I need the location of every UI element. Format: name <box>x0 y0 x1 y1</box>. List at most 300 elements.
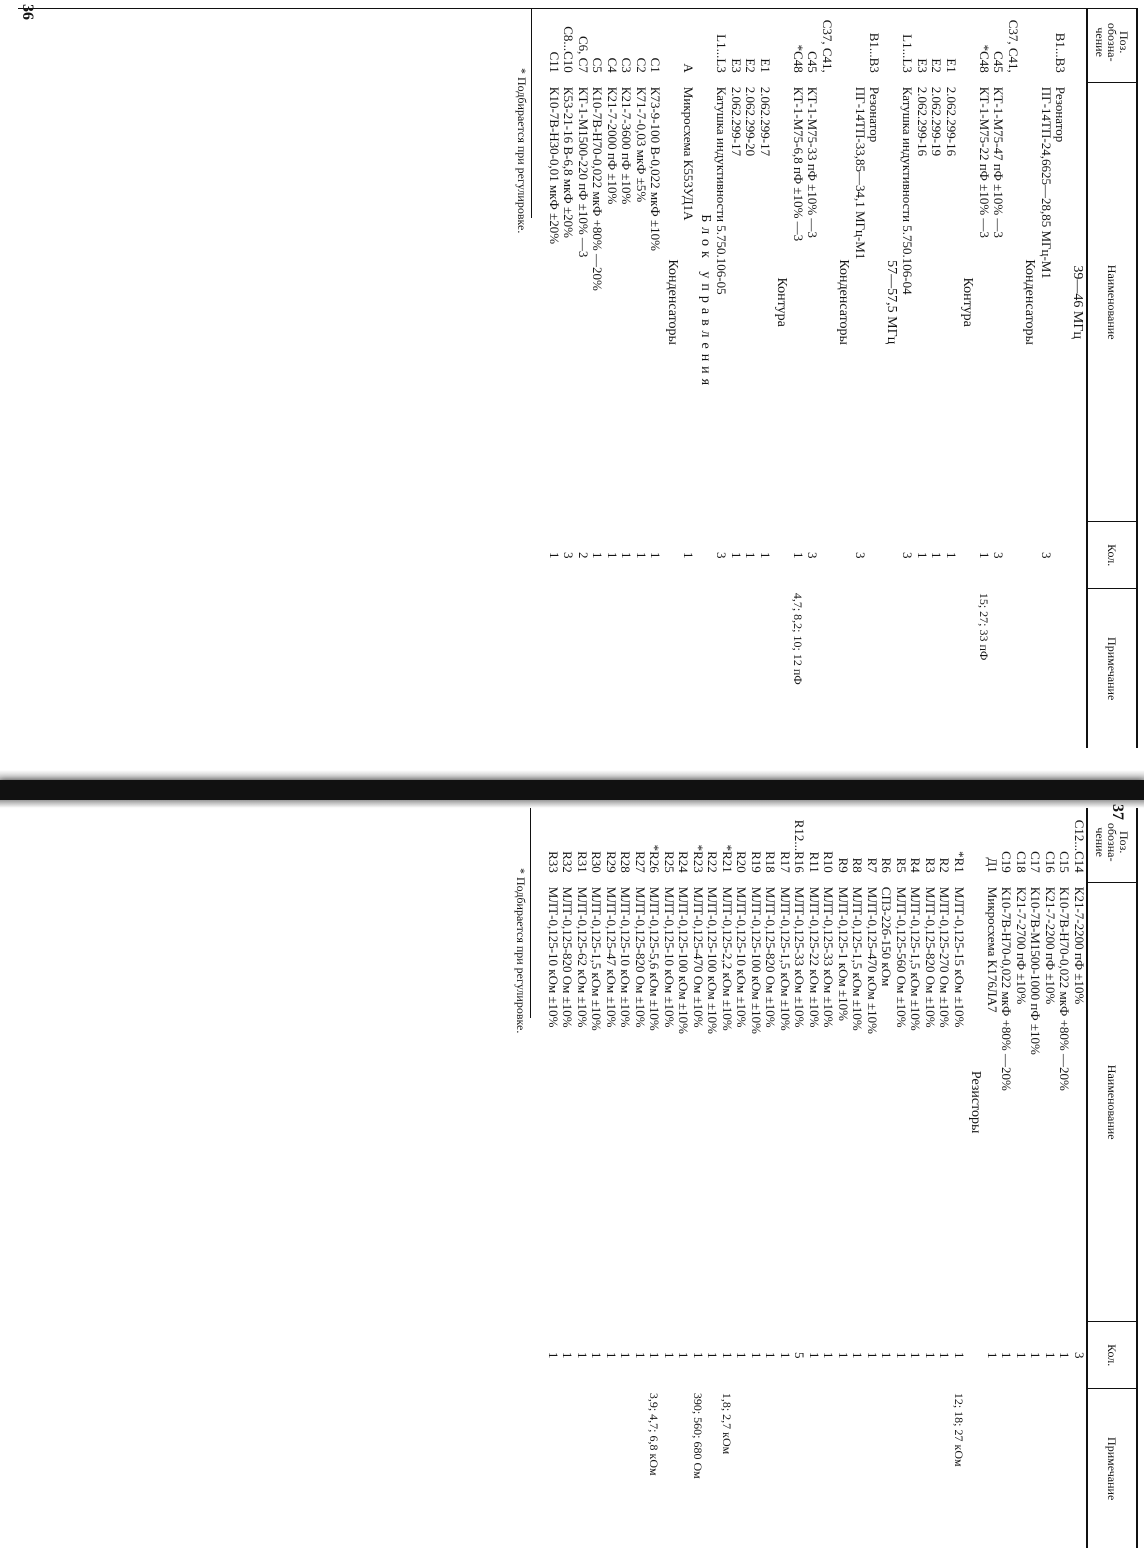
pos-cell: R10 <box>821 851 837 873</box>
note-cell <box>633 1389 648 1548</box>
qty-cell <box>867 522 882 589</box>
note-cell <box>758 589 773 748</box>
qty-cell: 1 <box>908 1351 924 1359</box>
table-row <box>879 808 894 1548</box>
pos-cell <box>834 8 853 83</box>
name-cell: К21-7-2200 пФ ±10% <box>1043 886 1058 1005</box>
note-cell <box>729 589 744 748</box>
table-row <box>1072 808 1088 1548</box>
table-row <box>1014 808 1029 1548</box>
name-cell: Резонатор <box>1053 86 1069 143</box>
name-cell: К21-7-2000 пФ ±10% <box>605 86 620 205</box>
qty-cell: 1 <box>836 1351 851 1359</box>
name-cell: К71-7-0,03 мкФ ±5% <box>634 86 649 203</box>
name-cell: МЛТ-0,125-1,5 кОм ±10% <box>778 886 793 1031</box>
note-cell <box>1020 589 1039 748</box>
note-cell <box>618 1389 633 1548</box>
pos-cell: C2 <box>634 57 649 73</box>
pos-cell: E1 <box>758 58 773 73</box>
sheet <box>515 8 1139 748</box>
section-heading-row <box>834 8 853 748</box>
qty-cell: 1 <box>676 1351 692 1359</box>
pos-cell <box>663 8 682 83</box>
table-row <box>850 808 865 1548</box>
qty-cell: 1 <box>894 1351 909 1359</box>
pos-cell: C37, C41, <box>820 19 835 73</box>
qty-cell: 1 <box>590 551 606 559</box>
pos-cell: C16 <box>1043 851 1058 873</box>
qty-cell: 1 <box>1014 1351 1029 1359</box>
table-row <box>604 808 619 1548</box>
name-cell: КТ-1-М75-47 пФ ±10% —3 <box>991 86 1007 238</box>
sheet <box>514 808 1139 1548</box>
table-row <box>720 808 735 1548</box>
name-cell: Резонатор <box>867 86 883 143</box>
table-row <box>647 808 662 1548</box>
pos-cell: E3 <box>915 58 930 73</box>
pos-cell <box>966 808 985 883</box>
qty-cell: 1 <box>605 551 620 559</box>
qty-cell: 1 <box>952 1351 967 1359</box>
name-cell: МЛТ-0,125-820 Ом ±10% <box>923 886 938 1028</box>
pos-cell: R29 <box>604 851 619 873</box>
note-cell <box>743 589 758 748</box>
name-cell: МЛТ-0,125-10 кОм ±10% <box>618 886 634 1028</box>
pos-cell <box>1020 8 1039 83</box>
name-cell: СП3-22б-150 кОм <box>879 886 895 987</box>
qty-cell: 1 <box>749 1351 764 1359</box>
pos-cell: C15 <box>1057 851 1073 873</box>
note-cell <box>734 1389 749 1548</box>
fold-shadow <box>0 770 1144 780</box>
note-cell <box>561 589 576 748</box>
name-cell: ПГ-14ТП-33,85—34,1 МГц-М1 <box>853 86 868 260</box>
name-cell: МЛТ-0,125-270 Ом ±10% <box>937 886 953 1028</box>
pos-cell: R4 <box>908 857 924 873</box>
pos-cell: C19 <box>999 851 1015 873</box>
qty-cell: 1 <box>879 1351 895 1359</box>
header-name: Наименование <box>1087 883 1137 1322</box>
table-row <box>1039 8 1054 748</box>
table-row <box>734 808 749 1548</box>
note-cell <box>676 1389 691 1548</box>
table-body <box>546 808 1088 1548</box>
table-row <box>999 808 1014 1548</box>
note-cell <box>589 1389 604 1548</box>
table-row <box>705 808 720 1548</box>
qty-cell: 1 <box>720 1351 735 1359</box>
note-cell <box>807 1389 822 1548</box>
note-cell <box>929 589 944 748</box>
pos-cell: Д1 <box>985 857 1000 873</box>
pos-cell: C12...C14 <box>1072 819 1087 873</box>
qty-cell: 1 <box>977 551 992 559</box>
pos-cell: C18 <box>1014 851 1029 873</box>
qty-cell: 1 <box>1028 1351 1044 1359</box>
note-cell <box>605 589 620 748</box>
name-cell: 2.062.299-16 <box>915 86 930 157</box>
qty-cell: 1 <box>865 1351 880 1359</box>
table-row <box>547 8 562 748</box>
name-cell: МЛТ-0,125-10 кОм ±10% <box>546 886 561 1028</box>
table-row <box>605 8 620 748</box>
table-row <box>633 808 648 1548</box>
name-cell: К10-7В-Н30-0,01 мкФ ±20% <box>547 86 562 245</box>
qty-cell: 3 <box>714 551 730 559</box>
note-cell <box>1014 1389 1029 1548</box>
qty-cell: 1 <box>647 1351 663 1359</box>
qty-cell: 1 <box>547 551 562 559</box>
name-cell: МЛТ-0,125-10 кОм ±10% <box>734 886 750 1028</box>
pos-cell: C3 <box>619 57 635 73</box>
qty-cell: 2 <box>576 551 591 559</box>
note-cell <box>619 589 634 748</box>
name-cell: К53-21-16 В-6,8 мкФ ±20% <box>561 86 577 238</box>
qty-cell: 1 <box>763 1351 779 1359</box>
table-row <box>805 8 820 748</box>
pos-cell: R2 <box>937 857 953 873</box>
note-cell: 3,9; 4,7; 6,8 кОм <box>647 1392 662 1476</box>
name-cell: МЛТ-0,125-22 кОм ±10% <box>807 886 822 1028</box>
pos-cell: R32 <box>560 851 576 873</box>
pos-cell: C17 <box>1028 851 1044 873</box>
section-heading-row <box>696 8 715 748</box>
qty-cell: 1 <box>633 1351 648 1359</box>
qty-cell: 1 <box>999 1351 1015 1359</box>
page-37 <box>0 800 1144 1566</box>
qty-cell <box>1006 522 1021 589</box>
pos-cell: C8...C10 <box>561 26 577 73</box>
table-row <box>900 8 915 748</box>
note-cell <box>1043 1389 1058 1548</box>
section-heading: Конденсаторы <box>836 259 852 345</box>
name-cell: КТ-1-М75-22 пФ ±10% —3 <box>977 86 992 238</box>
name-cell: МЛТ-0,125-47 кОм ±10% <box>604 886 619 1028</box>
section-heading: Конденсаторы <box>1022 259 1038 345</box>
note-cell <box>1068 589 1088 748</box>
name-cell: МЛТ-0,125-1,5 кОм ±10% <box>589 886 605 1031</box>
table-row <box>1028 808 1043 1548</box>
name-cell: 2.062.299-17 <box>758 86 773 157</box>
header-qty: Кол. <box>1087 522 1137 589</box>
note-cell <box>944 589 959 748</box>
note-cell <box>865 1389 880 1548</box>
pos-cell: R5 <box>894 857 909 873</box>
note-cell <box>1057 1389 1072 1548</box>
note-cell <box>850 1389 865 1548</box>
header-pos: Поз. обозна-чение <box>1087 808 1137 883</box>
pos-cell: E1 <box>944 58 959 73</box>
note-cell <box>1072 1389 1088 1548</box>
pos-cell <box>772 8 791 83</box>
section-heading-row <box>772 8 791 748</box>
pos-cell <box>882 8 901 83</box>
pos-cell: A <box>681 63 697 73</box>
section-heading: Резисторы <box>968 1070 984 1134</box>
name-cell: МЛТ-0,125-100 кОм ±10% <box>676 886 692 1034</box>
table-row <box>758 8 773 748</box>
section-heading-row <box>1020 8 1039 748</box>
qty-cell <box>834 522 853 589</box>
note-cell <box>991 589 1006 748</box>
pos-cell: *R26 <box>647 844 663 873</box>
note-cell <box>778 1389 793 1548</box>
pos-cell: B1...B3 <box>1053 32 1069 73</box>
note-cell <box>867 589 882 748</box>
pos-cell <box>853 8 868 83</box>
qty-cell: 3 <box>1072 1351 1087 1359</box>
table-row <box>1043 808 1058 1548</box>
header-note: Примечание <box>1087 1389 1137 1548</box>
table-row <box>749 808 764 1548</box>
note-cell <box>648 589 663 748</box>
qty-cell <box>663 522 682 589</box>
name-cell: МЛТ-0,125-820 Ом ±10% <box>763 886 779 1028</box>
header-name: Наименование <box>1087 83 1137 522</box>
name-cell: МЛТ-0,125-33 кОм ±10% <box>792 886 808 1028</box>
pos-cell: *R21 <box>720 844 735 873</box>
table-row <box>807 808 822 1548</box>
header-pos: Поз. обозна-чение <box>1087 8 1137 83</box>
note-cell <box>999 1389 1014 1548</box>
table-row <box>1057 808 1072 1548</box>
table-row <box>908 808 923 1548</box>
name-cell: МЛТ-0,125-820 Ом ±10% <box>560 886 576 1028</box>
pos-cell: E3 <box>729 58 744 73</box>
table-row <box>714 8 729 748</box>
table-row <box>867 8 882 748</box>
note-cell <box>696 589 715 748</box>
note-cell <box>853 589 868 748</box>
qty-cell: 1 <box>681 551 697 559</box>
table-row <box>836 808 851 1548</box>
name-cell: КТ-1-М1500-220 пФ ±10% —3 <box>576 86 591 258</box>
note-cell <box>834 589 853 748</box>
footnote: * Подбирается при регулировке. <box>515 8 533 218</box>
pos-cell: R19 <box>749 851 764 873</box>
pos-cell: R8 <box>850 857 866 873</box>
qty-cell: 3 <box>561 551 577 559</box>
qty-cell: 1 <box>923 1351 938 1359</box>
pos-cell: R3 <box>923 857 938 873</box>
qty-cell: 3 <box>900 551 916 559</box>
pos-cell: C11 <box>547 51 562 73</box>
pos-cell: R11 <box>807 851 822 873</box>
rotated-page <box>0 800 1144 1566</box>
parts-table <box>546 808 1139 1548</box>
table-row <box>589 808 604 1548</box>
name-cell: МЛТ-0,125-560 Ом ±10% <box>894 886 909 1028</box>
pos-cell: C5 <box>590 57 606 73</box>
name-cell: МЛТ-0,125-100 кОм ±10% <box>705 886 721 1034</box>
note-cell <box>923 1389 938 1548</box>
name-cell: Катушка индуктивности 5.750.106-05 <box>714 86 730 295</box>
name-cell: МЛТ-0,125-2,2 кОм ±10% <box>720 886 735 1031</box>
table-row <box>1006 8 1021 748</box>
qty-cell: 1 <box>807 1351 822 1359</box>
note-cell <box>1028 1389 1043 1548</box>
pos-cell: R22 <box>705 851 721 873</box>
note-cell: 12; 18; 27 кОм <box>952 1392 966 1467</box>
table-row <box>561 8 576 748</box>
note-cell <box>958 589 977 748</box>
pos-cell: C6, C7 <box>576 35 591 73</box>
note-cell <box>560 1389 575 1548</box>
name-cell: К21-7-2700 пФ ±10% <box>1014 886 1029 1005</box>
qty-cell <box>820 522 835 589</box>
note-cell <box>590 589 605 748</box>
qty-cell: 1 <box>1057 1351 1073 1359</box>
table-row <box>792 808 807 1548</box>
pos-cell: C1 <box>648 57 664 73</box>
section-heading-row <box>663 8 682 748</box>
table-header-row <box>1087 8 1137 748</box>
note-cell <box>772 589 791 748</box>
table-row <box>648 8 663 748</box>
footnote: * Подбирается при регулировке. <box>514 808 532 1018</box>
note-cell <box>714 589 729 748</box>
pos-cell: *C48 <box>791 44 806 73</box>
pos-cell: *R1 <box>952 851 967 873</box>
page-fold <box>0 780 1144 800</box>
note-cell <box>985 1389 1000 1548</box>
table-row <box>576 8 591 748</box>
name-cell: КТ-1-М75-6,8 пФ ±10% —3 <box>791 86 806 242</box>
table-row <box>681 8 696 748</box>
name-cell: К10-7В-Н70-0,022 мкФ +80% —20% <box>590 86 606 291</box>
note-cell <box>662 1389 677 1548</box>
name-cell: МЛТ-0,125-1,5 кОм ±10% <box>850 886 866 1031</box>
table-row <box>560 808 575 1548</box>
qty-cell: 1 <box>734 1351 750 1359</box>
note-cell <box>604 1389 619 1548</box>
note-cell <box>681 589 696 748</box>
qty-cell: 1 <box>944 551 959 559</box>
note-cell: 4,7; 8,2; 10; 12 пФ <box>791 592 805 685</box>
pos-cell: C45 <box>805 51 821 73</box>
note-cell <box>908 1389 923 1548</box>
note-cell <box>1039 589 1054 748</box>
pos-cell: R24 <box>676 851 692 873</box>
note-cell <box>634 589 649 748</box>
name-cell: 2.062.299-19 <box>929 86 945 157</box>
section-heading: Контура <box>960 277 976 327</box>
note-cell <box>894 1389 909 1548</box>
table-row <box>1053 8 1068 748</box>
name-cell: К21-7-3600 пФ ±10% <box>619 86 635 205</box>
pos-cell: R7 <box>865 857 880 873</box>
name-cell: Катушка индуктивности 5.750.106-04 <box>900 86 916 295</box>
table-row <box>944 8 959 748</box>
page-number: 37 <box>1109 804 1126 820</box>
section-heading: Конденсаторы <box>665 259 680 345</box>
qty-cell: 1 <box>758 551 773 559</box>
pos-cell: R31 <box>575 851 590 873</box>
qty-cell: 1 <box>662 1351 677 1359</box>
table-row <box>618 808 633 1548</box>
name-cell: КТ-1-М75-33 пФ ±10% —3 <box>805 86 821 238</box>
note-cell <box>1053 589 1068 748</box>
name-cell: К10-7В-М1500-1000 пФ ±10% <box>1028 886 1044 1055</box>
note-cell <box>575 1389 590 1548</box>
qty-cell: 1 <box>634 551 649 559</box>
pos-cell: R27 <box>633 851 648 873</box>
table-row <box>985 808 1000 1548</box>
page-number: 36 <box>19 4 36 20</box>
table-row <box>662 808 677 1548</box>
qty-cell: 1 <box>589 1351 605 1359</box>
name-cell: Микросхема К553УД1А <box>681 86 697 221</box>
rotated-page <box>0 0 1144 760</box>
qty-cell: 1 <box>778 1351 793 1359</box>
qty-cell: 1 <box>618 1351 634 1359</box>
pos-cell: L1...L3 <box>714 34 730 73</box>
section-heading: 57—57,5 МГц <box>884 260 899 345</box>
pos-cell: C4 <box>605 57 620 73</box>
pos-cell: E2 <box>743 58 759 73</box>
pos-cell: R6 <box>879 857 895 873</box>
section-heading-row <box>966 808 985 1548</box>
name-cell <box>1006 83 1021 522</box>
table-row <box>820 8 835 748</box>
name-cell: МЛТ-0,125-33 кОм ±10% <box>821 886 837 1028</box>
table-body <box>547 8 1088 748</box>
qty-cell <box>958 522 977 589</box>
pos-cell: R12...R16 <box>792 819 808 873</box>
pos-cell: C37, C41, <box>1006 19 1021 73</box>
qty-cell: 1 <box>546 1351 561 1359</box>
table-row <box>894 808 909 1548</box>
note-cell <box>937 1389 952 1548</box>
name-cell: МЛТ-0,125-1 кОм ±10% <box>836 886 851 1021</box>
pos-cell <box>1068 8 1088 83</box>
table-row <box>977 8 992 748</box>
note-cell <box>547 589 562 748</box>
name-cell: 2.062.299-17 <box>729 86 744 157</box>
qty-cell: 1 <box>821 1351 837 1359</box>
table-row <box>763 808 778 1548</box>
note-cell <box>879 1389 894 1548</box>
pos-cell: R30 <box>589 851 605 873</box>
name-cell: 2.062.299-20 <box>743 86 759 157</box>
table-row <box>791 8 806 748</box>
pos-cell: R18 <box>763 851 779 873</box>
section-heading: Контура <box>774 277 790 327</box>
qty-cell: 3 <box>853 551 868 559</box>
note-cell: 15; 27; 33 пФ <box>977 592 991 661</box>
pos-cell: R28 <box>618 851 634 873</box>
name-cell: МЛТ-0,125-470 кОм ±10% <box>865 886 880 1034</box>
name-cell: К10-7В-Н70-0,022 мкФ +80% —20% <box>1057 886 1073 1091</box>
qty-cell: 1 <box>985 1351 1000 1359</box>
qty-cell <box>696 522 715 589</box>
note-cell <box>763 1389 778 1548</box>
table-row <box>937 808 952 1548</box>
table-row <box>865 808 880 1548</box>
parts-table <box>547 8 1139 748</box>
name-cell: МЛТ-0,125-10 кОм ±10% <box>662 886 677 1028</box>
table-row <box>929 8 944 748</box>
table-row <box>821 808 836 1548</box>
note-cell <box>836 1389 851 1548</box>
note-cell <box>792 1389 807 1548</box>
pos-cell: R25 <box>662 851 677 873</box>
qty-cell: 1 <box>791 551 806 559</box>
table-row <box>634 8 649 748</box>
qty-cell: 1 <box>560 1351 576 1359</box>
name-cell: Микросхема К176ЛА7 <box>985 886 1000 1013</box>
pos-cell: R17 <box>778 851 793 873</box>
